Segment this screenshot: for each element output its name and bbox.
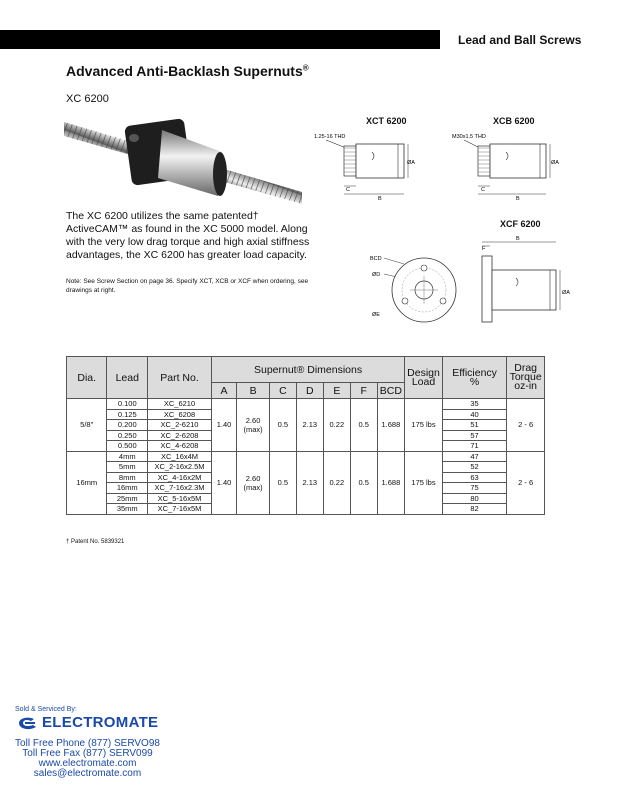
xct-dim-b: B [378,196,382,202]
header-dim-f: F [350,383,377,399]
cell-d: 2.13 [296,399,323,452]
cell-part: XC_4-16x2M [148,472,212,483]
section-title: Lead and Ball Screws [458,33,582,47]
cell-bcd: 1.688 [377,451,405,514]
cell-efficiency: 51 [442,420,506,431]
xcb-dim-c: C [481,187,485,193]
product-photo [62,108,302,206]
model-number: XC 6200 [66,93,109,105]
electromate-swoosh-icon [16,715,38,731]
xct-title: XCT 6200 [366,116,407,126]
cell-load: 175 lbs [405,451,443,514]
cell-lead: 0.100 [107,399,148,410]
xcb-dim-b: B [516,196,520,202]
header-part-no: Part No. [148,357,212,399]
cell-b: 2.60 (max) [237,399,270,452]
header-lead: Lead [107,357,148,399]
cell-lead: 16mm [107,483,148,494]
xct-dim-a: ØA [407,160,415,166]
header-bar [0,30,440,49]
xct-thread-label: 1.25-16 THD [314,134,346,140]
contact-fax: Toll Free Fax (877) SERV099 [22,748,153,759]
brand-logo [16,714,158,731]
cell-part: XC_7-16x2.3M [148,483,212,494]
page-title: Advanced Anti-Backlash Supernuts® [66,63,309,79]
header-dim-d: D [296,383,323,399]
header-efficiency: Efficiency % [442,357,506,399]
xcb-thread-label: M30x1.5 THD [452,134,486,140]
cell-f: 0.5 [350,451,377,514]
cell-a: 1.40 [211,451,236,514]
cell-efficiency: 80 [442,493,506,504]
cell-efficiency: 47 [442,451,506,462]
cell-drag: 2 - 6 [507,399,545,452]
header-dim-b: B [237,383,270,399]
header-dim-a: A [211,383,236,399]
cell-lead: 4mm [107,451,148,462]
cell-efficiency: 40 [442,409,506,420]
cell-efficiency: 75 [442,483,506,494]
cell-dia: 5/8" [67,399,107,452]
cell-part: XC_2-6210 [148,420,212,431]
cell-lead: 5mm [107,462,148,473]
contact-phone: Toll Free Phone (877) SERVO98 [15,738,160,749]
xcb-dim-a: ØA [551,160,559,166]
header-dimensions: Supernut® Dimensions [211,357,404,383]
ordering-note: Note: See Screw Section on page 36. Specify XCT, XCB or XCF when ordering, see drawings at right. [66,278,309,294]
cell-efficiency: 82 [442,504,506,515]
cell-dia: 16mm [67,451,107,514]
cell-e: 0.22 [323,399,350,452]
cell-lead: 35mm [107,504,148,515]
cell-lead: 0.200 [107,420,148,431]
cell-a: 1.40 [211,399,236,452]
registered-mark: ® [302,63,309,73]
spec-table [66,356,545,515]
cell-part: XC_7-16x5M [148,504,212,515]
xcb-drawing [450,130,560,202]
cell-part: XC_2-6208 [148,430,212,441]
header-design-load: Design Load [405,357,443,399]
cell-part: XC_6210 [148,399,212,410]
header-dim-bcd: BCD [377,383,405,399]
patent-footnote: † Patent No. 5839321 [66,539,125,545]
contact-email[interactable]: sales@electromate.com [33,768,142,779]
xct-drawing [312,130,422,202]
cell-efficiency: 52 [442,462,506,473]
header-drag-torque: Drag Torque oz-in [507,357,545,399]
cell-efficiency: 35 [442,399,506,410]
xcf-drawing [366,232,576,324]
table-row [67,399,545,410]
cell-part: XC_4-6208 [148,441,212,452]
xcb-title: XCB 6200 [493,116,535,126]
sold-by-label: Sold & Serviced By: [15,706,77,713]
cell-b: 2.60 (max) [237,451,270,514]
xcf-title: XCF 6200 [500,219,541,229]
brand-name: ELECTROMATE [42,714,159,731]
xcf-dim-f: F [482,246,486,252]
cell-c: 0.5 [270,399,297,452]
contact-website[interactable]: www.electromate.com [38,758,137,769]
cell-efficiency: 57 [442,430,506,441]
cell-drag: 2 - 6 [507,451,545,514]
cell-part: XC_2-16x2.5M [148,462,212,473]
cell-efficiency: 71 [442,441,506,452]
cell-part: XC_16x4M [148,451,212,462]
product-description: The XC 6200 utilizes the same patented† ActiveCAM™ as found in the XC 5000 model. Along with the very low drag torque and high axial stiffness advantages, the XC 6200 has greater load capacity. [66,210,310,261]
xcf-dim-e: ØE [372,312,380,318]
cell-efficiency: 63 [442,472,506,483]
xct-dim-c: C [346,187,350,193]
header-dim-e: E [323,383,350,399]
cell-f: 0.5 [350,399,377,452]
cell-c: 0.5 [270,451,297,514]
cell-part: XC_5-16x5M [148,493,212,504]
table-row [67,451,545,462]
header-dia: Dia. [67,357,107,399]
cell-part: XC_6208 [148,409,212,420]
cell-d: 2.13 [296,451,323,514]
header-dim-c: C [270,383,297,399]
xcf-dim-bcd: BCD [370,256,382,262]
cell-e: 0.22 [323,451,350,514]
cell-lead: 0.500 [107,441,148,452]
cell-lead: 0.250 [107,430,148,441]
cell-load: 175 lbs [405,399,443,452]
cell-lead: 8mm [107,472,148,483]
cell-lead: 0.125 [107,409,148,420]
cell-lead: 25mm [107,493,148,504]
xcf-dim-a: ØA [562,290,570,296]
cell-bcd: 1.688 [377,399,405,452]
xcf-dim-d: ØD [372,272,381,278]
xcf-dim-b: B [516,236,520,242]
